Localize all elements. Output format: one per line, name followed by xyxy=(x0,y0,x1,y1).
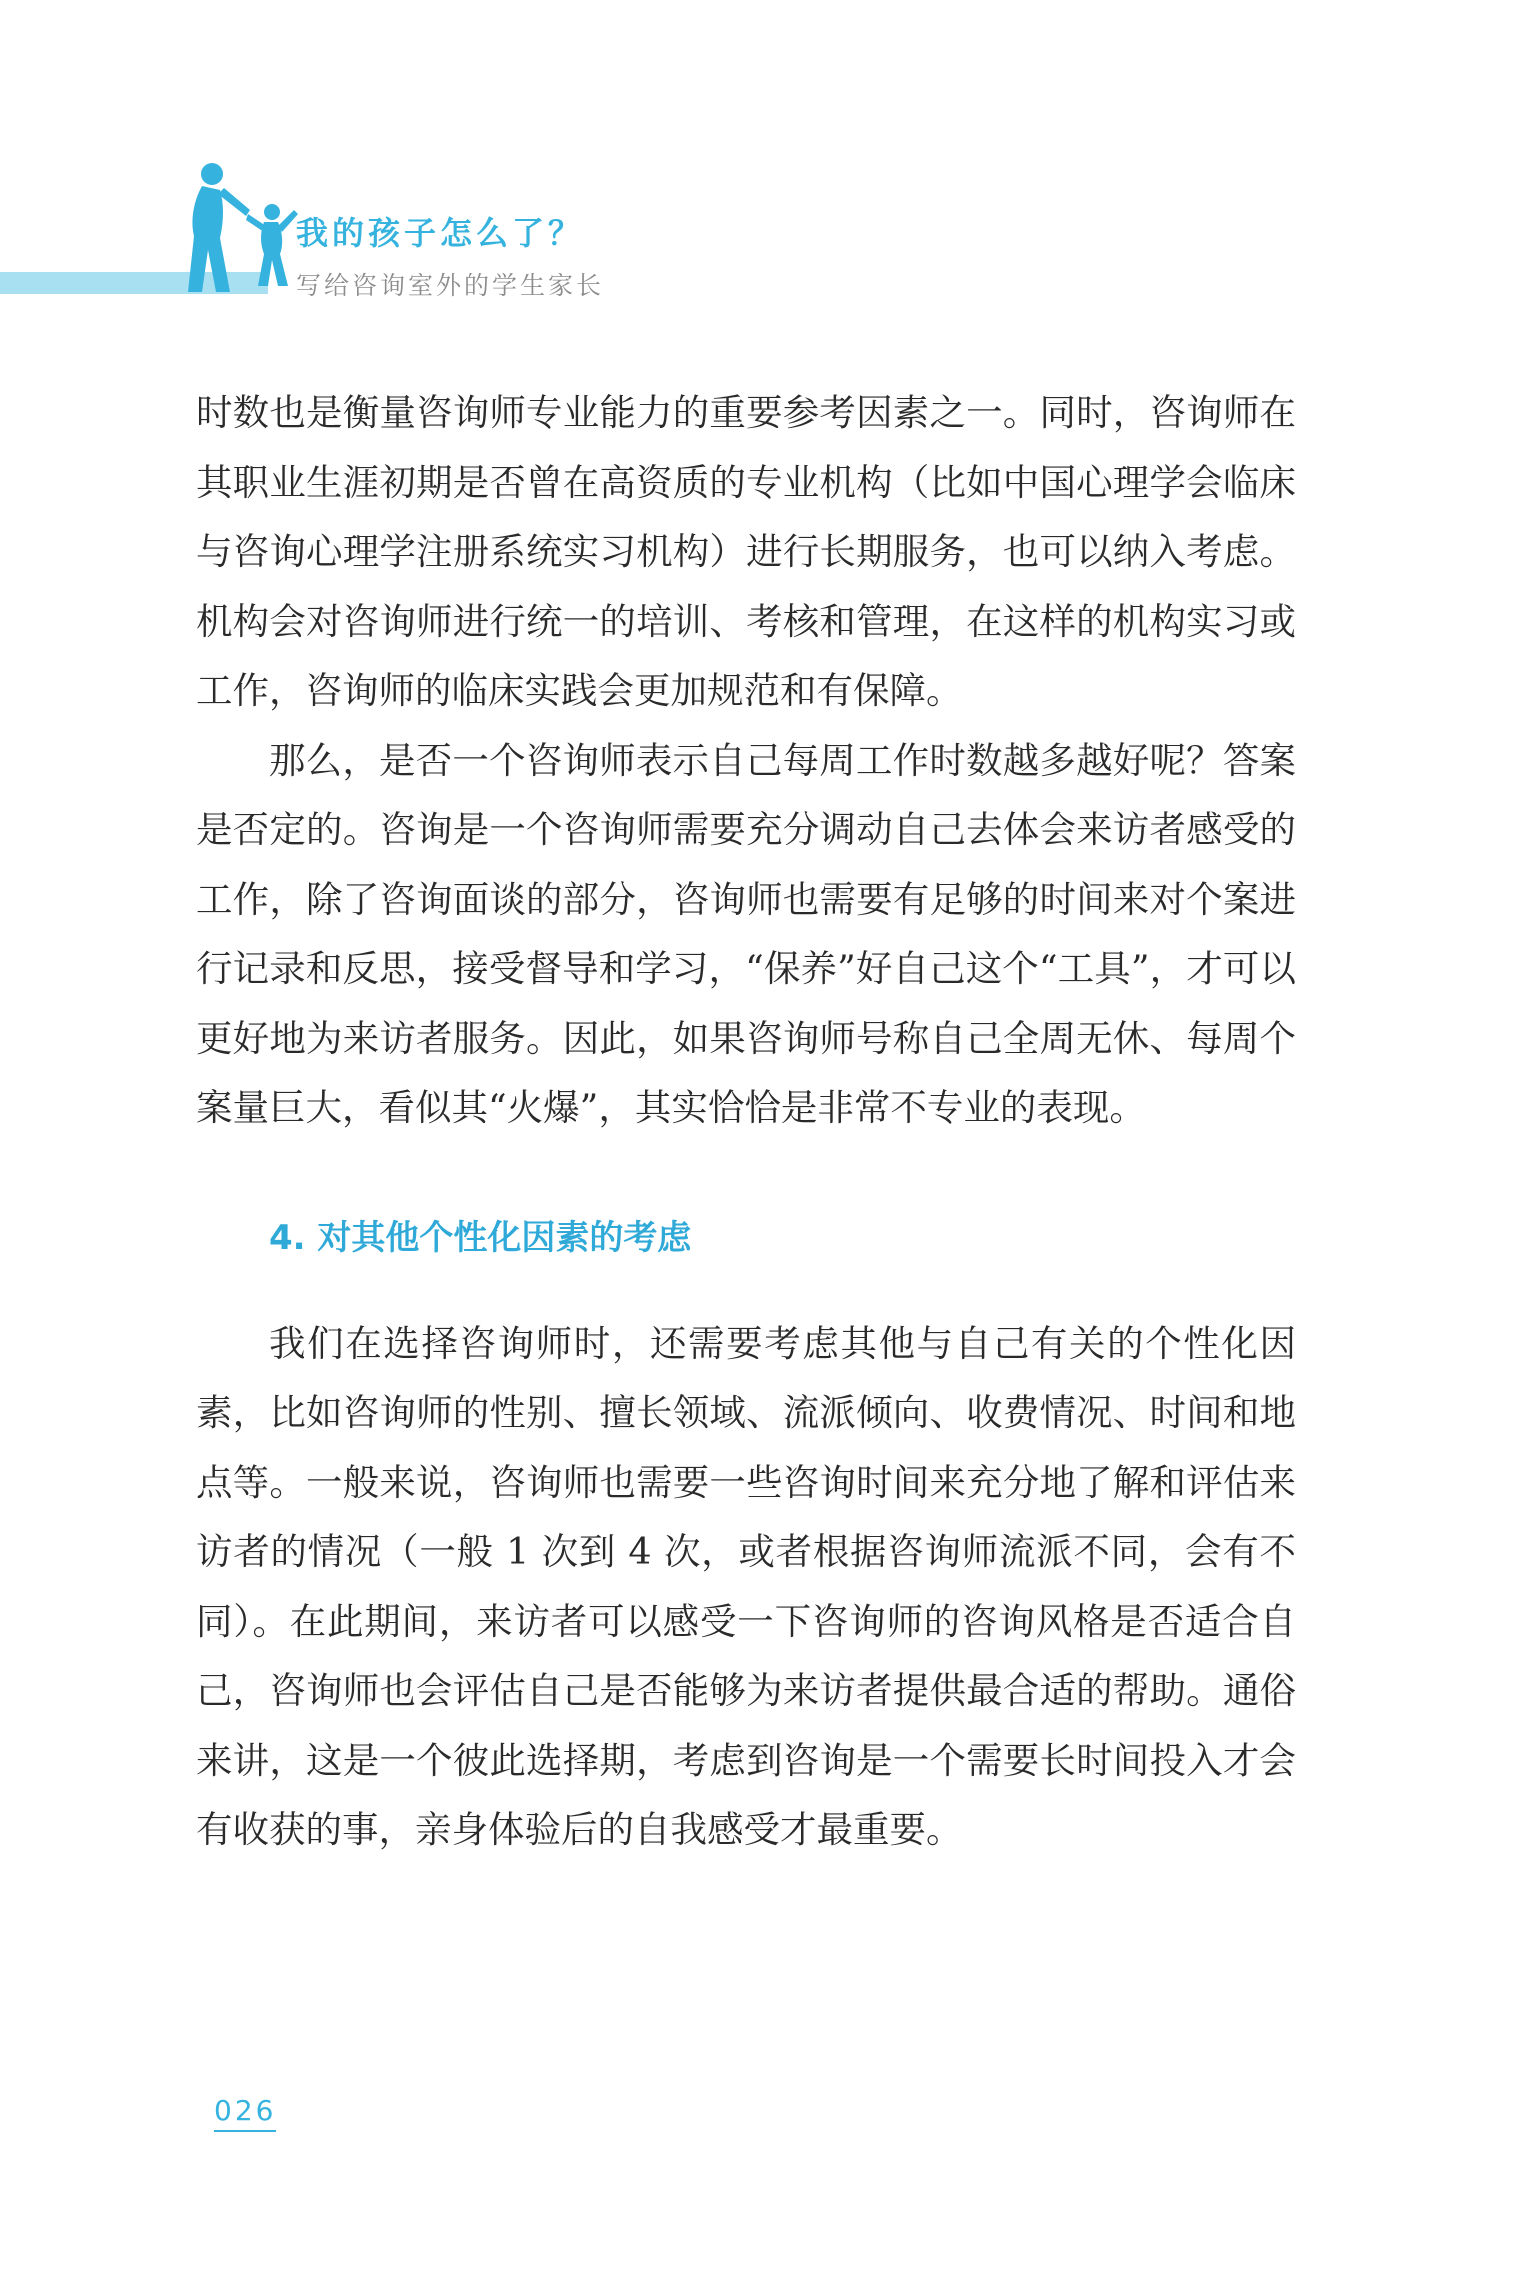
book-subtitle: 写给咨询室外的学生家长 xyxy=(296,271,605,300)
section-heading: 4. 对其他个性化因素的考虑 xyxy=(269,1217,692,1258)
page-number: 026 xyxy=(214,2094,276,2132)
page-header xyxy=(0,0,1536,320)
paragraph-2: 那么，是否一个咨询师表示自己每周工作时数越多越好呢？答案是否定的。咨询是一个咨询师需要充分调动自己去体会来访者感受的工作，除了咨询面谈的部分，咨询师也需要有足够的时间来对个案进行记录和反思，接受督导和学习，“保养”好自己这个“工具”，才可以更好地为来访者服务。因此，如果咨询师号称自己全周无休、每周个案量巨大，看似其“火爆”，其实恰恰是非常不专业的表现。 xyxy=(196,738,1296,1129)
book-title: 我的孩子怎么了？ xyxy=(296,214,585,252)
paragraph-3: 我们在选择咨询师时，还需要考虑其他与自己有关的个性化因素，比如咨询师的性别、擅长领域、流派倾向、收费情况、时间和地点等。一般来说，咨询师也需要一些咨询时间来充分地了解和评估来访者的情况（一般 1 次到 4 次，或者根据咨询师流派不同，会有不同）。在此期间，来访者可以感受一下咨询师的咨询风格是否适合自己，咨询师也会评估自己是否能够为来访者提供最合适的帮助。通俗来讲，这是一个彼此选择期，考虑到咨询是一个需要长时间投入才会有收获的事，亲身体验后的自我感受才最重要。 xyxy=(196,1321,1296,1851)
paragraph-1: 时数也是衡量咨询师专业能力的重要参考因素之一。同时，咨询师在其职业生涯初期是否曾在高资质的专业机构（比如中国心理学会临床与咨询心理学注册系统实习机构）进行长期服务，也可以纳入考虑。机构会对咨询师进行统一的培训、考核和管理，在这样的机构实习或工作，咨询师的临床实践会更加规范和有保障。 xyxy=(196,391,1296,712)
page-body xyxy=(196,378,1296,1865)
mother-child-silhouette-icon xyxy=(180,160,300,300)
